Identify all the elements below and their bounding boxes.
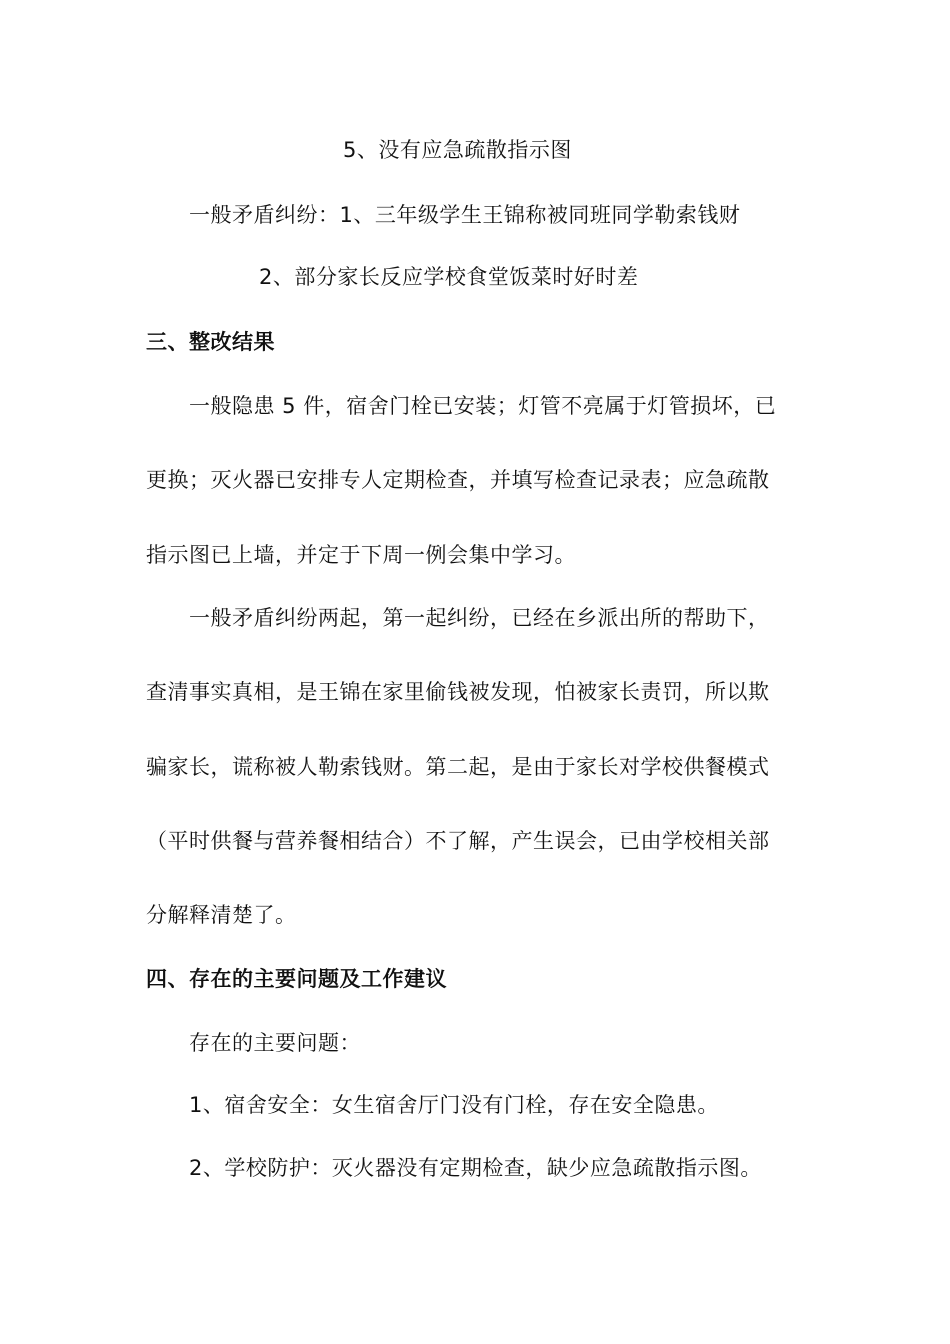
hazard-list-item-5: 5、没有应急疏散指示图 bbox=[343, 138, 572, 162]
section-4-item-2: 2、学校防护：灭火器没有定期检查，缺少应急疏散指示图。 bbox=[189, 1156, 762, 1180]
dispute-list-line-1: 一般矛盾纠纷：1、三年级学生王锦称被同班同学勒索钱财 bbox=[189, 203, 741, 227]
dispute-list-line-2: 2、部分家长反应学校食堂饭菜时好时差 bbox=[259, 265, 639, 289]
section-3-para-2-line-3: 骗家长，谎称被人勒索钱财。第二起，是由于家长对学校供餐模式 bbox=[146, 755, 770, 779]
section-4-heading: 四、存在的主要问题及工作建议 bbox=[146, 967, 447, 991]
section-3-heading: 三、整改结果 bbox=[146, 330, 275, 354]
section-3-para-1-line-1: 一般隐患 5 件，宿舍门栓已安装；灯管不亮属于灯管损坏，已 bbox=[189, 394, 777, 418]
section-3-para-1-line-2: 更换；灭火器已安排专人定期检查，并填写检查记录表；应急疏散 bbox=[146, 468, 770, 492]
section-3-para-2-line-2: 查清事实真相，是王锦在家里偷钱被发现，怕被家长责罚，所以欺 bbox=[146, 680, 770, 704]
section-3-para-1-line-3: 指示图已上墙，并定于下周一例会集中学习。 bbox=[146, 543, 576, 567]
section-4-subheading: 存在的主要问题： bbox=[189, 1031, 361, 1055]
section-3-para-2-line-4: （平时供餐与营养餐相结合）不了解，产生误会，已由学校相关部 bbox=[146, 829, 770, 853]
section-3-para-2-line-1: 一般矛盾纠纷两起，第一起纠纷，已经在乡派出所的帮助下， bbox=[189, 606, 770, 630]
section-4-item-1: 1、宿舍安全：女生宿舍厅门没有门栓，存在安全隐患。 bbox=[189, 1093, 719, 1117]
section-3-para-2-line-5: 分解释清楚了。 bbox=[146, 903, 297, 927]
